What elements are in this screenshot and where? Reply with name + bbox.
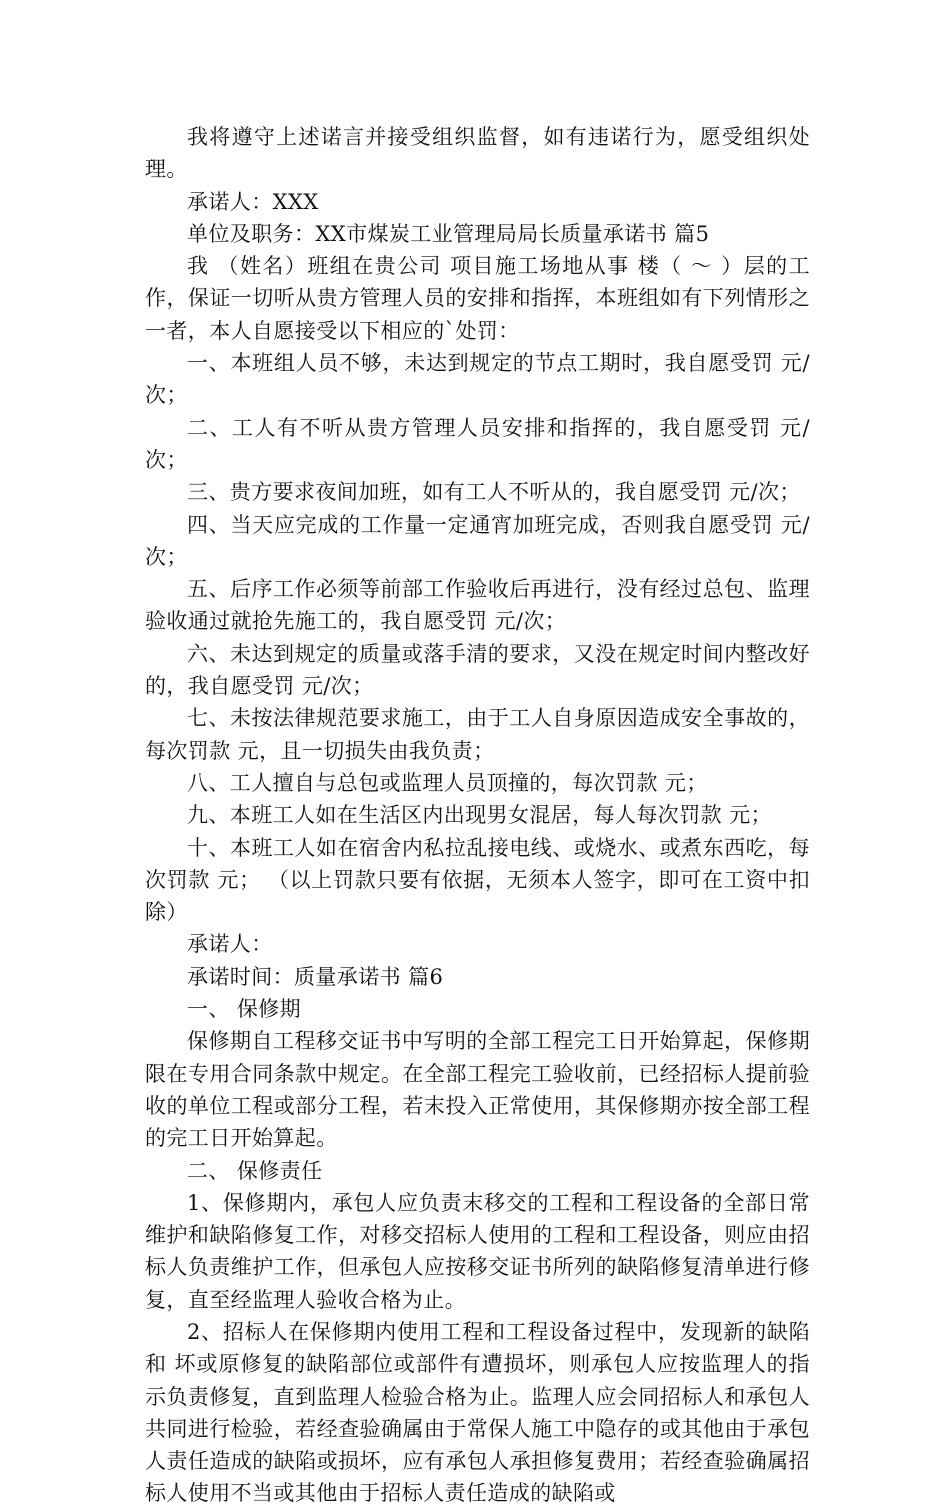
paragraph: 七、未按法律规范要求施工，由于工人自身原因造成安全事故的，每次罚款 元，且一切损失由我负责； — [145, 706, 810, 763]
paragraph: 承诺人： — [187, 932, 273, 957]
paragraph: 三、贵方要求夜间加班，如有工人不听从的，我自愿受罚 元/次； — [187, 480, 801, 505]
paragraph: 九、本班工人如在生活区内出现男女混居，每人每次罚款 元； — [187, 803, 772, 828]
paragraph: 我 （姓名）班组在贵公司 项目施工场地从事 楼（ ～ ）层的工作，保证一切听从贵方管理人员的安排和指挥，本班组如有下列情形之一者，本人自愿接受以下相应的`处罚： — [145, 254, 810, 343]
paragraph: 2、招标人在保修期内使用工程和工程设备过程中，发现新的缺陷和 坏或原修复的缺陷部位或部件有遭损坏，则承包人应按监理人的指示负责修复，直到监理人检验合格为止。监理人应会同招标人和承包人共同进行检验，若经查验确属由于常保人施工中隐存的或其他由于承包人责任造成的缺陷或损坏，应有承包人承担修复费用；若经查验确属招标人使用不当或其他由于招标人责任造成的缺陷或 — [145, 1319, 810, 1506]
paragraph: 承诺人：XXX — [187, 189, 319, 214]
paragraph: 1、保修期内，承包人应负责末移交的工程和工程设备的全部日常维护和缺陷修复工作，对移交招标人使用的工程和工程设备，则应由招标人负责维护工作，但承包人应按移交证书所列的缺陷修复清单进行修复，直至经监理人验收合格为止。 — [145, 1190, 810, 1312]
paragraph: 一、本班组人员不够，未达到规定的节点工期时，我自愿受罚 元/次； — [145, 351, 810, 408]
paragraph: 十、本班工人如在宿舍内私拉乱接电线、或烧水、或煮东西吃，每次罚款 元； （以上罚款只要有依据，无须本人签字，即可在工资中扣除） — [145, 835, 810, 925]
paragraph: 五、后序工作必须等前部工作验收后再进行，没有经过总包、监理验收通过就抢先施工的，我自愿受罚 元/次； — [145, 577, 810, 634]
paragraph: 一、 保修期 — [187, 997, 302, 1022]
paragraph: 六、未达到规定的质量或落手清的要求，又没在规定时间内整改好的，我自愿受罚 元/次； — [145, 641, 810, 699]
paragraph: 二、工人有不听从贵方管理人员安排和指挥的，我自愿受罚 元/次； — [145, 415, 810, 472]
paragraph: 承诺时间：质量承诺书 篇6 — [187, 964, 444, 989]
paragraph: 四、当天应完成的工作量一定通宵加班完成，否则我自愿受罚 元/次； — [145, 512, 810, 569]
paragraph: 八、工人擅自与总包或监理人员顶撞的，每次罚款 元； — [187, 770, 708, 795]
document-body — [145, 121, 810, 1510]
paragraph: 我将遵守上述诺言并接受组织监督，如有违诺行为，愿受组织处理。 — [145, 125, 810, 182]
paragraph: 保修期自工程移交证书中写明的全部工程完工日开始算起，保修期限在专用合同条款中规定。在全部工程完工验收前，已经招标人提前验收的单位工程或部分工程，若末投入正常使用，其保修期亦按全部工程的完工日开始算起。 — [145, 1029, 810, 1151]
paragraph: 二、 保修责任 — [187, 1158, 323, 1183]
paragraph: 单位及职务：XX市煤炭工业管理局局长质量承诺书 篇5 — [187, 221, 710, 246]
